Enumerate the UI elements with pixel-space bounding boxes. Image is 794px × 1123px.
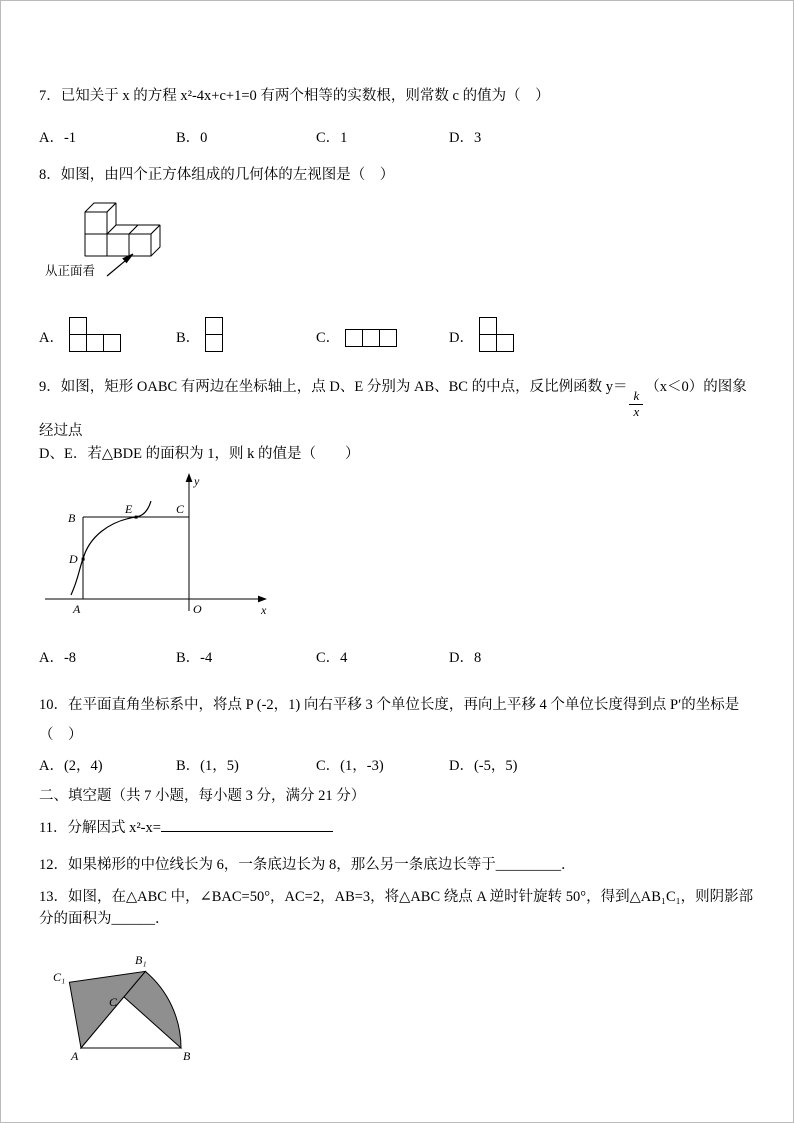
q8-option-a-letter: A． [39,329,64,346]
q7-option-a: A．-1 [39,130,77,147]
q9-option-d: D．8 [449,650,482,667]
question-11-text: 11．分解因式 x²-x= [39,819,161,836]
cubes-group [85,203,160,256]
label-point-D: D [69,552,78,567]
label-vertex-B: B [183,1049,191,1064]
label-y-axis: y [194,474,200,489]
q8-option-b-letter: B． [176,329,201,346]
rotated-triangle-figure [51,940,226,1066]
q8-option-c-figure [345,329,399,348]
axes [45,481,260,611]
view-direction-arrow [107,254,133,276]
label-vertex-B1: B₁ [135,953,147,968]
fraction-numerator: k [629,389,643,405]
question-8 [39,164,755,354]
q8-option-a [39,317,176,354]
question-9-text-pre: 9．如图，矩形 OABC 有两边在坐标轴上，点 D、E 分别为 AB、BC 的中点，反比例函数 y＝ [39,379,628,396]
question-7-text: 7．已知关于 x 的方程 x²-4x+c+1=0 有两个相等的实数根，则常数 c 的值为（ ） [39,88,550,104]
label-point-E: E [125,502,133,517]
question-13-text: 13．如图，在△ABC 中，∠BAC=50°，AC=2，AB=3，将△ABC 绕点 A 逆时针旋转 50°，得到△AB₁C₁，则阴影部分的面积为______． [39,888,754,927]
question-8-options [39,310,755,354]
question-12-text: 12．如果梯形的中位线长为 6，一条底边长为 8，那么另一条底边长等于_________． [39,857,576,874]
question-10-text: 10．在平面直角坐标系中，将点 P (-2，1) 向右平移 3 个单位长度，再向上平移 4 个单位长度得到点 P′的坐标是 [39,696,740,713]
q8-option-d-figure [479,317,516,354]
question-11 [39,817,755,839]
q9-option-b: B．-4 [176,650,213,667]
q7-option-d: D．3 [449,130,482,147]
question-10-options [39,755,755,777]
question-9-text-line1 [39,376,755,442]
points-D-E [82,516,138,561]
label-vertex-C: C [109,995,118,1010]
q10-option-b: B．(1，5) [176,757,239,774]
question-10 [39,694,755,777]
label-point-B: B [68,511,76,526]
axis-arrowheads [186,473,267,602]
q8-option-a-figure [69,317,123,354]
q8-option-c [316,327,449,354]
graph-labels [68,474,267,617]
question-13-figure [51,940,755,1066]
question-7-options [39,127,755,149]
question-9-text-line2: D、E．若△BDE 的面积为 1，则 k 的值是（ ） [39,445,360,462]
rectangle-OABC [83,517,189,599]
fraction-denominator: x [633,404,640,420]
coordinate-graph-figure [39,471,274,633]
question-9-figure [39,471,755,633]
q9-option-a: A．-8 [39,650,77,667]
view-from-front-label: 从正面看 [45,264,96,279]
question-9-options [39,647,755,669]
q8-option-c-letter: C． [316,329,341,346]
q9-option-c: C．4 [316,650,348,667]
fraction-k-over-x [629,389,643,420]
q10-option-a: A．(2，4) [39,757,103,774]
question-10-text-line2: （ ） [39,727,83,744]
label-vertex-A: A [71,1049,79,1064]
q7-option-c: C．1 [316,130,348,147]
q10-option-d: D．(-5，5) [449,757,518,774]
question-7 [39,85,755,150]
label-x-axis: x [261,603,267,618]
question-12 [39,854,755,876]
question-9-text-post: （x＜0）的图象经过点 [39,379,747,440]
section-2-heading: 二、填空题（共 7 小题，每小题 3 分，满分 21 分） [39,788,366,805]
question-13 [39,886,755,1067]
q10-option-c: C．(1，-3) [316,757,384,774]
q7-option-b: B．0 [176,130,208,147]
q8-option-b-figure [205,317,224,354]
question-9 [39,376,755,669]
question-8-text: 8．如图，由四个正方体组成的几何体的左视图是（ ） [39,166,395,183]
label-origin: O [193,602,202,617]
question-11-answer-blank [161,817,333,832]
label-vertex-C1: C₁ [53,970,66,985]
q8-option-b [176,317,316,354]
label-point-A: A [73,602,81,617]
question-8-figure [45,194,265,286]
q8-option-d [449,317,755,354]
q8-option-d-letter: D． [449,329,474,346]
label-point-C: C [176,502,185,517]
